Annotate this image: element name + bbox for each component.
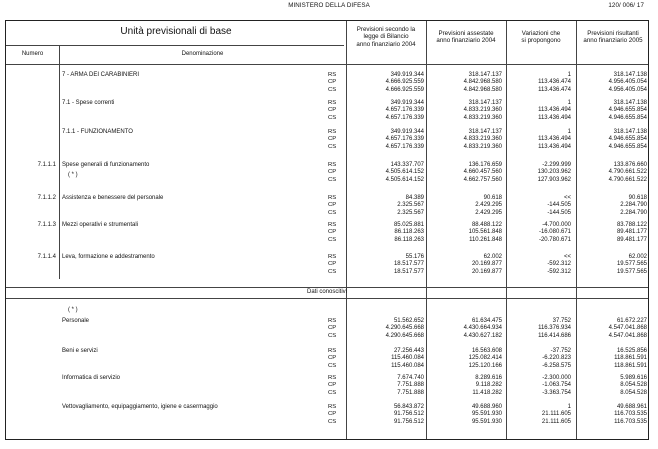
- line-code: CS: [328, 143, 337, 150]
- col3-header: [506, 30, 576, 45]
- value-cell: 55.176: [405, 254, 424, 260]
- value-cell: 18.517.577: [393, 268, 424, 275]
- value-cell: 91.756.512: [393, 411, 424, 418]
- row-label: ( * ): [68, 172, 78, 178]
- table-title: Unità previsionali di base: [120, 26, 232, 37]
- value-cell: 18.517.577: [393, 261, 424, 268]
- value-cell: -6.258.575: [542, 362, 571, 369]
- section-note: ( * ): [68, 307, 78, 313]
- info-row-label: Vettovagliamento, equipaggiamento, igiene e casermaggio: [62, 404, 218, 410]
- value-cell: 4.946.655.854: [608, 107, 647, 114]
- value-cell: 105.561.848: [468, 229, 502, 236]
- line-code: CS: [328, 332, 337, 339]
- line-code: CP: [328, 107, 337, 114]
- row-number: 7.1.1.1: [37, 162, 56, 168]
- value-cell: 4.833.219.360: [463, 114, 502, 121]
- line-code: CP: [328, 355, 337, 362]
- header-bottom-rule: [6, 64, 648, 65]
- value-cell: -3.363.754: [542, 389, 571, 396]
- value-cell: 130.203.962: [537, 169, 571, 176]
- line-code: RS: [328, 318, 337, 324]
- value-cell: 90.618: [628, 195, 647, 201]
- col2-header-line: Previsioni assestate: [438, 30, 494, 37]
- line-code: CS: [328, 114, 337, 121]
- value-cell: 4.430.627.182: [463, 332, 502, 339]
- value-cell: 4.505.614.152: [385, 176, 424, 183]
- col4-header-line: Previsioni risultanti: [587, 30, 639, 37]
- value-cell: 116.376.934: [538, 325, 571, 332]
- value-cell: 4.662.757.560: [463, 176, 502, 183]
- line-code: CS: [328, 389, 337, 396]
- section-bottom-rule: [6, 298, 648, 299]
- value-cell: 4.833.219.360: [463, 107, 502, 114]
- value-cell: 318.147.137: [468, 129, 502, 135]
- value-cell: 118.861.591: [614, 362, 647, 369]
- value-cell: 4.946.655.854: [608, 136, 647, 143]
- value-cell: 113.436.474: [538, 79, 571, 86]
- value-cell: 110.261.848: [469, 236, 502, 243]
- value-cell: 16.563.608: [471, 348, 502, 354]
- value-cell: -4.700.000: [542, 222, 571, 228]
- value-cell: 4.547.041.868: [608, 332, 647, 339]
- value-cell: 91.756.512: [393, 418, 424, 425]
- value-cell: 62.002: [483, 254, 502, 260]
- value-cell: -144.505: [547, 209, 571, 216]
- line-code: CS: [328, 176, 337, 183]
- value-cell: 125.120.166: [468, 362, 502, 369]
- value-cell: 127.903.962: [537, 176, 571, 183]
- value-cell: 349.919.344: [390, 72, 424, 78]
- info-row-label: Beni e servizi: [62, 348, 98, 354]
- value-cell: 89.481.177: [616, 229, 647, 236]
- value-cell: <<: [563, 195, 571, 201]
- value-cell: 349.919.344: [390, 129, 424, 135]
- value-cell: 318.147.138: [613, 72, 647, 78]
- value-cell: 118.861.591: [614, 355, 647, 362]
- value-cell: 1: [567, 100, 571, 106]
- value-cell: 95.591.930: [471, 411, 502, 418]
- col1-header-line: anno finanziario 2004: [356, 40, 416, 48]
- value-cell: 318.147.138: [613, 100, 647, 106]
- value-cell: 1: [567, 129, 571, 135]
- value-cell: 4.842.968.580: [463, 86, 502, 93]
- value-cell: 86.118.263: [394, 236, 424, 243]
- value-cell: 95.591.930: [471, 418, 502, 425]
- value-cell: -37.752: [550, 348, 571, 354]
- value-cell: 113.436.494: [538, 114, 571, 121]
- value-cell: 4.657.176.339: [385, 143, 424, 150]
- value-cell: 113.436.494: [538, 143, 571, 150]
- value-cell: -592.312: [547, 268, 571, 275]
- value-cell: <<: [563, 254, 571, 260]
- line-code: RS: [328, 348, 337, 354]
- line-code: CS: [328, 362, 337, 369]
- col4-header: [576, 30, 650, 45]
- value-cell: -20.780.671: [538, 236, 571, 243]
- value-cell: 83.788.122: [616, 222, 647, 228]
- value-cell: 4.833.219.360: [463, 143, 502, 150]
- value-cell: 116.414.686: [538, 332, 571, 339]
- value-cell: -6.220.823: [542, 355, 571, 362]
- row-label: 7.1.1 - FUNZIONAMENTO: [62, 129, 133, 135]
- value-cell: 4.660.457.560: [463, 169, 502, 176]
- value-cell: 116.703.535: [614, 418, 647, 425]
- value-cell: 51.562.652: [393, 318, 424, 324]
- line-code: CS: [328, 418, 337, 425]
- value-cell: 116.703.535: [614, 411, 647, 418]
- line-code: RS: [328, 100, 337, 106]
- value-cell: -2.299.999: [542, 162, 571, 168]
- line-code: CS: [328, 209, 337, 216]
- value-cell: -144.505: [547, 202, 571, 209]
- line-code: CP: [328, 325, 337, 332]
- value-cell: 318.147.137: [468, 100, 502, 106]
- line-code: CP: [328, 202, 337, 209]
- budget-table: [5, 20, 649, 440]
- page-code: 120/ 006/ 17: [608, 2, 644, 9]
- value-cell: 49.688.961: [616, 404, 647, 410]
- value-cell: 90.618: [483, 195, 502, 201]
- value-cell: 318.147.138: [613, 129, 647, 135]
- value-cell: 115.460.084: [391, 355, 424, 362]
- line-code: CP: [328, 411, 337, 418]
- value-cell: -16.080.671: [538, 229, 571, 236]
- value-cell: 4.505.614.152: [385, 169, 424, 176]
- value-cell: 113.436.494: [538, 107, 571, 114]
- value-cell: 86.118.263: [394, 229, 424, 236]
- value-cell: -592.312: [547, 261, 571, 268]
- value-cell: 115.460.084: [391, 362, 424, 369]
- title-underline: [6, 45, 344, 46]
- value-cell: 62.002: [628, 254, 647, 260]
- line-code: CS: [328, 86, 337, 93]
- value-cell: 85.025.881: [393, 222, 424, 228]
- value-cell: 7.674.740: [397, 375, 424, 381]
- value-cell: 19.577.565: [616, 268, 647, 275]
- value-cell: 4.956.405.054: [608, 79, 647, 86]
- col3-header-line: Variazioni che: [521, 30, 561, 37]
- value-cell: -2.300.000: [542, 375, 571, 381]
- value-cell: 2.284.790: [620, 209, 647, 216]
- row-label: 7.1 - Spese correnti: [62, 100, 115, 106]
- value-cell: 20.169.877: [471, 268, 502, 275]
- line-code: RS: [328, 404, 337, 410]
- line-code: RS: [328, 375, 337, 381]
- value-cell: 5.989.616: [620, 375, 647, 381]
- col4-header-line: anno finanziario 2005: [583, 37, 643, 45]
- value-cell: 21.111.605: [541, 411, 571, 418]
- value-cell: 4.547.041.868: [608, 325, 647, 332]
- value-cell: 8.054.528: [620, 382, 647, 389]
- value-cell: 4.842.968.580: [463, 79, 502, 86]
- value-cell: 318.147.137: [468, 72, 502, 78]
- line-code: RS: [328, 254, 337, 260]
- col3-header-line: si propongono: [521, 37, 561, 45]
- line-code: RS: [328, 195, 337, 201]
- line-code: RS: [328, 222, 337, 228]
- value-cell: 349.919.344: [390, 100, 424, 106]
- row-label: Spese generali di funzionamento: [62, 162, 150, 168]
- numero-col-divider: [59, 45, 60, 279]
- value-cell: 89.481.177: [616, 236, 647, 243]
- col2-header: [426, 30, 506, 45]
- value-cell: 2.284.790: [620, 202, 647, 209]
- value-cell: 4.290.645.668: [385, 325, 424, 332]
- value-cell: 7.751.888: [397, 382, 424, 389]
- value-cell: 37.752: [552, 318, 571, 324]
- value-cell: 20.169.877: [471, 261, 502, 268]
- row-number: 7.1.1.3: [37, 222, 56, 228]
- value-cell: 4.657.176.339: [385, 114, 424, 121]
- row-label: Assistenza e benessere del personale: [62, 195, 164, 201]
- row-label: 7 - ARMA DEI CARABINIERI: [62, 72, 140, 78]
- numero-header: Numero: [21, 51, 44, 57]
- value-cell: 4.956.405.054: [608, 86, 647, 93]
- row-number: 7.1.1.4: [37, 254, 56, 260]
- value-cell: 4.290.645.668: [385, 332, 424, 339]
- value-cell: 49.688.960: [471, 404, 502, 410]
- row-label: Leva, formazione e addestramento: [62, 254, 155, 260]
- value-cell: 19.577.565: [616, 261, 647, 268]
- value-cell: 4.666.925.559: [385, 79, 424, 86]
- line-code: RS: [328, 129, 337, 135]
- value-cell: 4.430.664.934: [463, 325, 502, 332]
- row-number: 7.1.1.2: [37, 195, 56, 201]
- value-cell: 4.833.219.360: [463, 136, 502, 143]
- value-cell: 61.634.475: [471, 318, 502, 324]
- value-cell: 4.946.655.854: [608, 114, 647, 121]
- value-cell: 21.111.605: [541, 418, 571, 425]
- value-cell: 4.790.661.522: [608, 169, 647, 176]
- section-top-rule: [6, 287, 648, 288]
- value-cell: 2.325.567: [397, 209, 424, 216]
- value-cell: 136.176.659: [468, 162, 502, 168]
- col2-header-line: anno finanziario 2004: [436, 37, 496, 45]
- value-cell: 1: [567, 404, 571, 410]
- line-code: CP: [328, 136, 337, 143]
- line-code: CP: [328, 169, 337, 176]
- value-cell: 16.525.856: [616, 348, 647, 354]
- value-cell: 113.436.474: [538, 86, 571, 93]
- value-cell: 8.054.528: [620, 389, 647, 396]
- line-code: CP: [328, 382, 337, 389]
- info-row-label: Informatica di servizio: [62, 375, 121, 381]
- value-cell: 113.436.494: [538, 136, 571, 143]
- line-code: CS: [328, 236, 337, 243]
- value-cell: 2.429.295: [475, 202, 502, 209]
- value-cell: 7.751.888: [397, 389, 424, 396]
- line-code: CP: [328, 79, 337, 86]
- line-code: RS: [328, 72, 337, 78]
- value-cell: 125.082.414: [468, 355, 502, 362]
- section-title: Dati conoscitivi: [306, 289, 347, 295]
- col1-header: [346, 26, 426, 48]
- value-cell: 27.256.443: [393, 348, 424, 354]
- value-cell: 61.672.227: [616, 318, 647, 324]
- value-cell: 4.946.655.854: [608, 143, 647, 150]
- info-row-label: Personale: [62, 318, 90, 324]
- value-cell: 11.418.282: [472, 389, 502, 396]
- value-cell: 1: [567, 72, 571, 78]
- value-cell: 133.876.660: [613, 162, 647, 168]
- value-cell: 8.289.616: [475, 375, 502, 381]
- value-cell: 2.325.567: [397, 202, 424, 209]
- value-cell: 4.666.925.559: [385, 86, 424, 93]
- value-cell: 2.429.295: [475, 209, 502, 216]
- value-cell: 84.389: [405, 195, 424, 201]
- line-code: CP: [328, 229, 337, 236]
- value-cell: -1.063.754: [542, 382, 571, 389]
- value-cell: 143.337.707: [390, 162, 424, 168]
- line-code: CS: [328, 268, 337, 275]
- value-cell: 56.843.872: [393, 404, 424, 410]
- line-code: RS: [328, 162, 337, 168]
- value-cell: 4.790.661.522: [608, 176, 647, 183]
- row-label: Mezzi operativi e strumentali: [62, 222, 139, 228]
- col1-header-line: legge di Bilancio: [363, 33, 409, 41]
- line-code: CP: [328, 261, 337, 268]
- ministry-header: MINISTERO DELLA DIFESA: [288, 2, 370, 9]
- value-cell: 9.118.282: [475, 382, 502, 389]
- col1-header-line: Previsioni secondo la: [356, 26, 416, 33]
- value-cell: 4.657.176.339: [385, 107, 424, 114]
- value-cell: 4.657.176.339: [385, 136, 424, 143]
- value-cell: 88.488.122: [471, 222, 502, 228]
- denominazione-header: Denominazione: [181, 51, 224, 57]
